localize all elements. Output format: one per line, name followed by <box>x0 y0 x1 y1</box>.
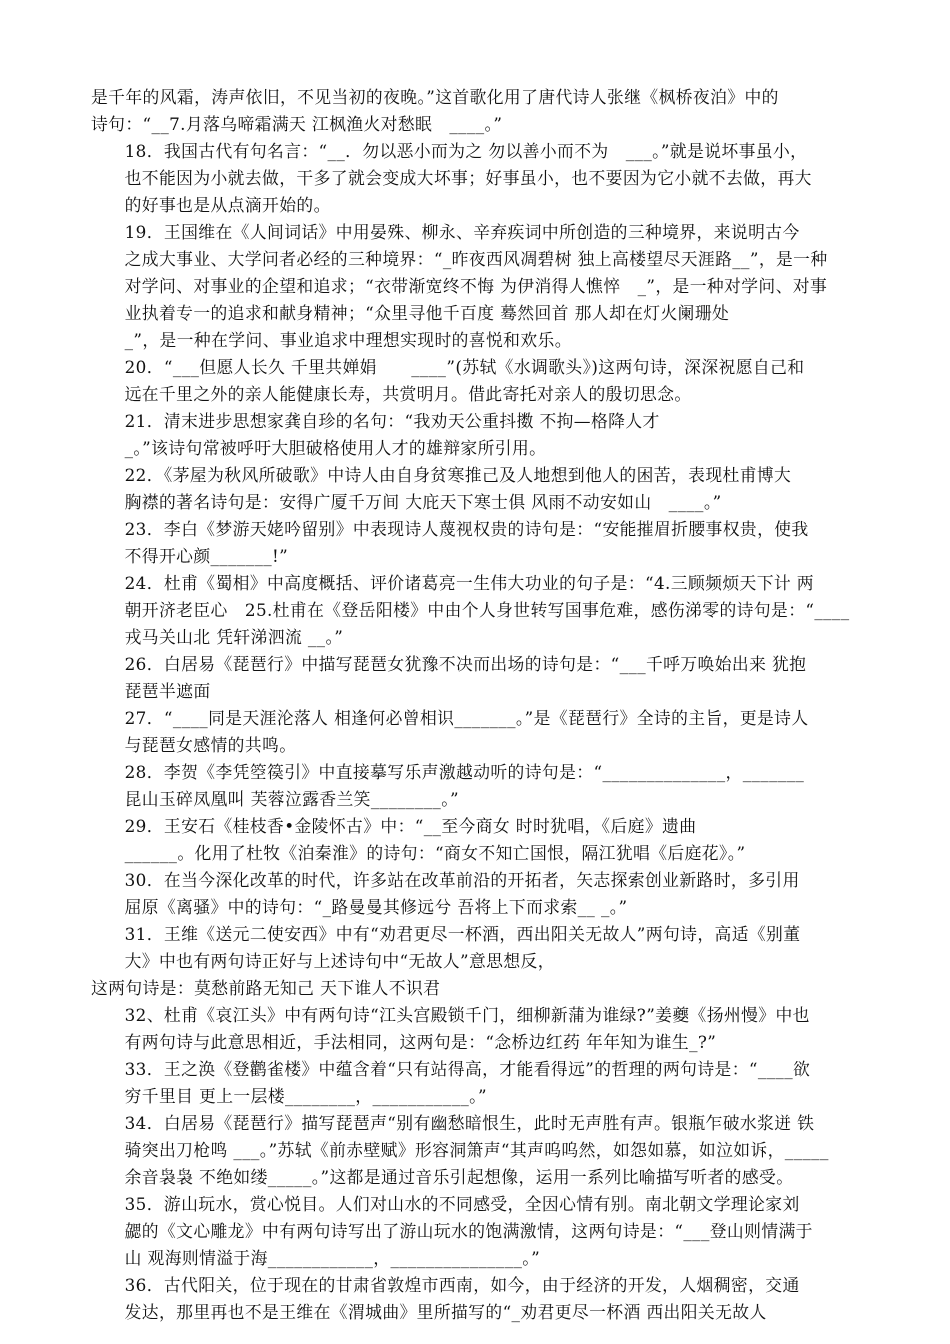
text-line: 这两句诗是：莫愁前路无知己 天下谁人不识君 <box>91 978 441 998</box>
question-paragraph-p33 <box>91 1056 862 1110</box>
text-line: 26．白居易《琵琶行》中描写琵琶女犹豫不决而出场的诗句是：“___千呼万唤始出来 犹抱 <box>124 654 807 674</box>
text-line: 有两句诗与此意思相近，手法相同，这两句是：“念桥边红药 年年知为谁生_?” <box>124 1032 717 1052</box>
text-line: 30．在当今深化改革的时代，许多站在改革前沿的开拓者，矢志探索创业新路时，多引用 <box>124 870 800 890</box>
text-line: 24．杜甫《蜀相》中高度概括、评价诸葛亮一生伟大功业的句子是：“4.三顾频烦天下计 两 <box>124 573 814 593</box>
question-paragraph-p22 <box>91 462 862 516</box>
text-line: 36．古代阳关，位于现在的甘肃省敦煌市西南，如今，由于经济的开发，人烟稠密，交通 <box>124 1275 800 1295</box>
text-line: 18．我国古代有句名言：“__．勿以恶小而为之 勿以善小而不为 ___。”就是说坏事虽小， <box>124 141 808 161</box>
question-paragraph-p32 <box>91 1002 862 1056</box>
question-paragraph-p30 <box>91 867 862 921</box>
text-line: 诗句：“__7.月落乌啼霜满天 江枫渔火对愁眠 ____。” <box>91 114 503 134</box>
question-paragraph-p26 <box>91 651 862 705</box>
text-line: 胸襟的著名诗句是：安得广厦千万间 大庇天下寒士俱 风雨不动安如山 ____。” <box>124 492 722 512</box>
text-line: 余音袅袅 不绝如缕_____。”这都是通过音乐引起想像，运用一系列比喻描写听者的感受。 <box>124 1167 794 1187</box>
question-paragraph-p18 <box>91 138 862 219</box>
text-line: 戎马关山北 凭轩涕泗流 __。” <box>124 627 344 647</box>
text-line: 大》中也有两句诗正好与上述诗句中“无故人”意思想反， <box>124 951 555 971</box>
text-line: 23．李白《梦游天姥吟留别》中表现诗人蔑视权贵的诗句是：“安能摧眉折腰事权贵，使我 <box>124 519 809 539</box>
text-line: 不得开心颜_______!” <box>124 546 289 566</box>
question-paragraph-p27 <box>91 705 862 759</box>
text-line: 朝开济老臣心 25.杜甫在《登岳阳楼》中由个人身世转写国事危难，感伤涕零的诗句是：“____ <box>124 600 850 620</box>
question-paragraph-p34 <box>91 1110 862 1191</box>
question-paragraph-p17-cont <box>91 84 862 138</box>
text-line: 对学问、对事业的企望和追求；“衣带渐宽终不悔 为伊消得人憔悴 _”，是一种对学问、对事 <box>124 276 828 296</box>
text-line: 发达，那里再也不是王维在《渭城曲》里所描写的“_劝君更尽一杯酒 西出阳关无故人 <box>124 1302 767 1322</box>
text-line: 的好事也是从点滴开始的。 <box>124 195 331 215</box>
document-body <box>91 84 862 1326</box>
text-line: 21．清末进步思想家龚自珍的名句：“我劝天公重抖擞 不拘—格降人才 <box>124 411 660 431</box>
text-line: 22．《茅屋为秋风所破歌》中诗人由自身贫寒推己及人地想到他人的困苦，表现杜甫博大 <box>124 465 792 485</box>
question-paragraph-p24 <box>91 570 862 651</box>
text-line: 28．李贺《李凭箜篌引》中直接摹写乐声激越动听的诗句是：“______________，_______ <box>124 762 805 782</box>
text-line: 29．王安石《桂枝香•金陵怀古》中：“__至今商女 时时犹唱，《后庭》遗曲 <box>124 816 697 836</box>
text-line: 穷千里目 更上一层楼________，___________。” <box>124 1086 487 1106</box>
text-line: 27．“____同是天涯沦落人 相逢何必曾相识_______。”是《琵琶行》全诗的主旨，更是诗人 <box>124 708 809 728</box>
question-paragraph-p36 <box>91 1272 862 1326</box>
question-paragraph-p20 <box>91 354 862 408</box>
text-line: 远在千里之外的亲人能健康长寿，共赏明月。借此寄托对亲人的殷切思念。 <box>124 384 692 404</box>
text-line: _”，是一种在学问、事业追求中理想实现时的喜悦和欢乐。 <box>124 330 572 350</box>
text-line: 是千年的风霜，涛声依旧，不见当初的夜晚。”这首歌化用了唐代诗人张继《枫桥夜泊》中的 <box>91 87 779 107</box>
text-line: 32、杜甫《哀江头》中有两句诗“江头宫殿锁千门，细柳新蒲为谁绿?”姜夔《扬州慢》中也 <box>124 1005 810 1025</box>
text-line: 山 观海则情溢于海____________，_______________。” <box>124 1248 541 1268</box>
question-paragraph-p19 <box>91 219 862 354</box>
text-line: 与琵琶女感情的共鸣。 <box>124 735 297 755</box>
text-line: 骑突出刀枪鸣 ___。”苏轼《前赤壁赋》形容洞箫声“其声呜呜然，如怨如慕，如泣如诉，_____ <box>124 1140 829 1160</box>
text-line: ______。化用了杜牧《泊秦淮》的诗句：“商女不知亡国恨，隔江犹唱《后庭花》。” <box>124 843 746 863</box>
text-line: 35．游山玩水，赏心悦目。人们对山水的不同感受，全因心情有别。南北朝文学理论家刘 <box>124 1194 800 1214</box>
text-line: 之成大事业、大学问者必经的三种境界：“_昨夜西风凋碧树 独上高楼望尽天涯路__”，是一种 <box>124 249 828 269</box>
text-line: 19．王国维在《人间词话》中用晏殊、柳永、辛弃疾词中所创造的三种境界，来说明古今 <box>124 222 800 242</box>
text-line: 31．王维《送元二使安西》中有“劝君更尽一杯酒，西出阳关无故人”两句诗，高适《别董 <box>124 924 801 944</box>
text-line: 34．白居易《琵琶行》描写琵琶声“别有幽愁暗恨生，此时无声胜有声。银瓶乍破水浆迸 铁 <box>124 1113 815 1133</box>
text-line: 琵琶半遮面 <box>124 681 211 701</box>
text-line: 33．王之涣《登鹳雀楼》中蕴含着“只有站得高，才能看得远”的哲理的两句诗是：“____欲 <box>124 1059 811 1079</box>
text-line: 也不能因为小就去做，干多了就会变成大坏事；好事虽小，也不要因为它小就不去做，再大 <box>124 168 812 188</box>
text-line: _。”该诗句常被呼吁大胆破格使用人才的雄辩家所引用。 <box>124 438 547 458</box>
text-line: 业执着专一的追求和献身精神；“众里寻他千百度 蓦然回首 那人却在灯火阑珊处 <box>124 303 730 323</box>
question-paragraph-p31 <box>91 921 862 975</box>
question-paragraph-p35 <box>91 1191 862 1272</box>
text-line: 昆山玉碎凤凰叫 芙蓉泣露香兰笑________。” <box>124 789 459 809</box>
question-paragraph-p23 <box>91 516 862 570</box>
question-paragraph-p21 <box>91 408 862 462</box>
question-paragraph-p29 <box>91 813 862 867</box>
text-line: 屈原《离骚》中的诗句：“_路曼曼其修远兮 吾将上下而求索__ _。” <box>124 897 628 917</box>
question-paragraph-p28 <box>91 759 862 813</box>
question-paragraph-p31-cont <box>91 975 862 1002</box>
text-line: 20．“___但愿人长久 千里共婵娟 ____”(苏轼《水调歌头》)这两句诗，深深祝愿自己和 <box>124 357 805 377</box>
text-line: 勰的《文心雕龙》中有两句诗写出了游山玩水的饱满激情，这两句诗是：“___登山则情满于 <box>124 1221 813 1241</box>
